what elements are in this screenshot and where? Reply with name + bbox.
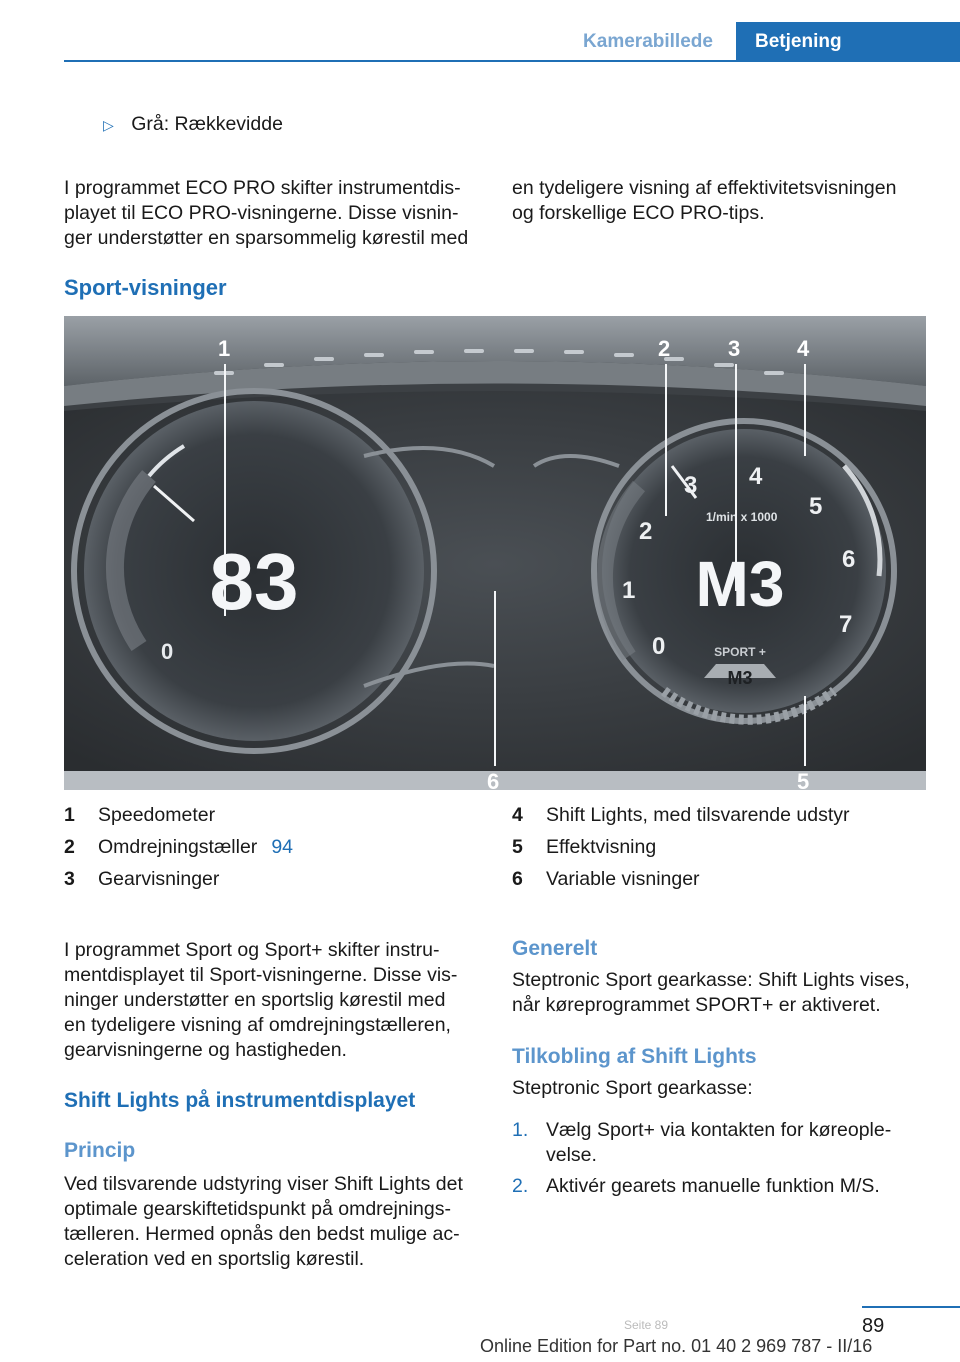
legend-text: Omdrejningstæller — [98, 836, 258, 858]
list-item — [512, 1118, 952, 1168]
gear-small-label: M3 — [727, 668, 753, 688]
callout-label: 5 — [797, 769, 810, 790]
text-line: playet til ECO PRO-visningerne. Disse visnin- — [64, 202, 459, 224]
text-line: en tydeligere visning af omdrejningstælleren, — [64, 1014, 451, 1036]
text-line: optimale gearskiftetidspunkt på omdrejnings- — [64, 1198, 451, 1220]
text-line: velse. — [546, 1144, 597, 1166]
tacho-label: 1 — [622, 577, 636, 604]
tacho-label: 4 — [749, 463, 763, 490]
legend-text: Shift Lights, med tilsvarende udstyr — [546, 804, 850, 826]
speed-readout: 83 — [209, 537, 299, 626]
text-line: ger understøtter en sparsommelig kørestil med — [64, 227, 469, 249]
page-number: 89 — [862, 1315, 885, 1337]
tacho-label: 2 — [639, 518, 653, 545]
legend-text: Effektvisning — [546, 836, 657, 858]
step-text — [546, 1174, 880, 1199]
generelt-paragraph — [512, 968, 952, 1018]
legend-item — [64, 867, 504, 899]
legend-item — [512, 867, 952, 899]
text-line: I programmet Sport og Sport+ skifter instru- — [64, 939, 440, 961]
legend-number: 1 — [64, 804, 75, 826]
legend-left — [64, 803, 504, 899]
speed-zero-label: 0 — [161, 639, 174, 664]
callout-label: 6 — [487, 769, 500, 790]
text-line: celeration ved en sportslig kørestil. — [64, 1248, 365, 1270]
legend-item — [512, 835, 952, 867]
legend-item — [64, 835, 504, 867]
text-line: Aktivér gearets manuelle funktion M/S. — [546, 1175, 880, 1197]
text-line: tælleren. Hermed opnås den bedst mulige ac- — [64, 1223, 460, 1245]
text-line: Steptronic Sport gearkasse: Shift Lights vises, — [512, 969, 910, 991]
text-line: mentdisplayet til Sport-visningerne. Disse vis- — [64, 964, 458, 986]
princip-paragraph — [64, 1172, 504, 1272]
rpm-unit-label: 1/min x 1000 — [706, 510, 778, 524]
tacho-label: 5 — [809, 493, 823, 520]
tab-kamerabillede[interactable]: Kamerabillede — [583, 31, 713, 52]
subheading-tilkobling: Tilkobling af Shift Lights — [512, 1045, 757, 1068]
intro-paragraph-right — [512, 176, 942, 226]
legend-number: 5 — [512, 836, 523, 858]
intro-paragraph-left — [64, 176, 494, 251]
callout-label: 4 — [797, 336, 810, 361]
bullet-item — [103, 112, 283, 138]
instrument-cluster-illustration — [64, 316, 926, 790]
legend-item — [64, 803, 504, 835]
tilkobling-paragraph: Steptronic Sport gearkasse: — [512, 1077, 753, 1099]
subheading-generelt: Generelt — [512, 937, 598, 960]
legend-number: 2 — [64, 836, 75, 858]
bullet-text: Grå: Rækkevidde — [131, 113, 283, 135]
legend-text: Gearvisninger — [98, 868, 220, 890]
header-rule — [64, 60, 960, 62]
legend-text: Variable visninger — [546, 868, 700, 890]
legend-number: 6 — [512, 868, 523, 890]
footer-rule — [862, 1306, 960, 1308]
tacho-label: 6 — [842, 546, 856, 573]
callout-label: 1 — [218, 336, 231, 361]
section-title: Sport-visninger — [64, 275, 227, 300]
heading-shift-lights: Shift Lights på instrumentdisplayet — [64, 1089, 416, 1112]
subheading-princip: Princip — [64, 1139, 136, 1162]
steps-list — [512, 1118, 952, 1199]
text-line: når køreprogrammet SPORT+ er aktiveret. — [512, 994, 881, 1016]
text-line: Vælg Sport+ via kontakten for køreople- — [546, 1119, 892, 1141]
gear-readout: M3 — [695, 548, 785, 620]
legend-number: 3 — [64, 868, 75, 890]
legend-right — [512, 803, 952, 899]
sport-mode-label: SPORT + — [714, 645, 766, 659]
callout-label: 3 — [728, 336, 741, 361]
watermark: Seite 89 — [624, 1318, 669, 1332]
step-number: 2. — [512, 1175, 529, 1197]
text-line: Ved tilsvarende udstyring viser Shift Lights det — [64, 1173, 463, 1195]
text-line: I programmet ECO PRO skifter instrumentdis- — [64, 177, 461, 199]
legend-text: Speedometer — [98, 804, 216, 826]
text-line: og forskellige ECO PRO-tips. — [512, 202, 765, 224]
step-text — [546, 1118, 891, 1168]
sport-paragraph — [64, 938, 504, 1063]
text-line: gearvisningerne og hastigheden. — [64, 1039, 347, 1061]
text-line: en tydeligere visning af effektivitetsvisningen — [512, 177, 897, 199]
legend-number: 4 — [512, 804, 523, 826]
tacho-label: 7 — [839, 611, 853, 638]
tacho-label: 3 — [684, 472, 698, 499]
instrument-cluster-figure — [64, 316, 926, 790]
callout-label: 2 — [658, 336, 671, 361]
list-item — [512, 1174, 952, 1199]
step-number: 1. — [512, 1119, 529, 1141]
tab-betjening[interactable]: Betjening — [736, 22, 960, 62]
legend-item — [512, 803, 952, 835]
text-line: ninger understøtter en sportslig kørestil med — [64, 989, 446, 1011]
page-reference-link[interactable]: 94 — [271, 836, 294, 858]
edition-note: Online Edition for Part no. 01 40 2 969 787 - II/16 — [480, 1336, 873, 1356]
tacho-label: 0 — [652, 633, 666, 660]
triangle-bullet-icon: ▷ — [103, 117, 114, 133]
